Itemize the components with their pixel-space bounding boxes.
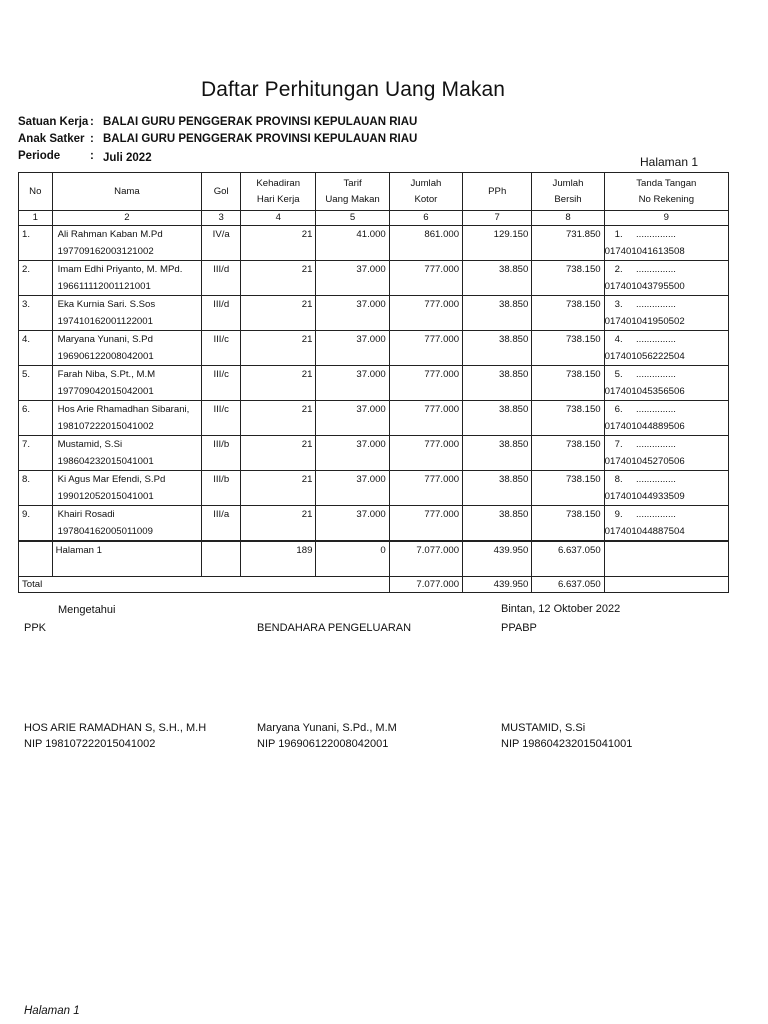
jumlah-bersih: 738.150 bbox=[532, 471, 604, 506]
pph: 38.850 bbox=[463, 506, 532, 542]
employee-name: Hos Arie Rhamadhan Sibarani, bbox=[57, 404, 190, 415]
employee-name: Khairi Rosadi bbox=[57, 509, 115, 520]
signature-line: 8. ............... bbox=[614, 474, 676, 485]
tarif: 37.000 bbox=[316, 436, 389, 471]
signature-line: 2. ............... bbox=[614, 264, 676, 275]
signature-cell bbox=[604, 331, 728, 366]
subtotal-bersih: 6.637.050 bbox=[532, 541, 604, 577]
pph: 38.850 bbox=[463, 471, 532, 506]
meal-allowance-table bbox=[18, 172, 729, 593]
ppabp-title: PPABP bbox=[501, 622, 537, 634]
header-jumlah-bersih: Jumlah Bersih bbox=[532, 173, 604, 211]
account-number: 017401041950502 bbox=[604, 316, 685, 327]
pph: 38.850 bbox=[463, 436, 532, 471]
tarif: 37.000 bbox=[316, 331, 389, 366]
mengetahui-label: Mengetahui bbox=[58, 604, 116, 616]
bendahara-nip: NIP 196906122008042001 bbox=[257, 738, 389, 750]
column-index: 6 bbox=[389, 211, 462, 226]
signature-cell bbox=[604, 366, 728, 401]
tarif: 37.000 bbox=[316, 366, 389, 401]
jumlah-kotor: 777.000 bbox=[389, 471, 462, 506]
header-gol: Gol bbox=[202, 173, 241, 211]
employee-nip: 196611112001121001 bbox=[57, 281, 151, 292]
signature-line: 6. ............... bbox=[614, 404, 676, 415]
subtotal-tarif: 0 bbox=[316, 541, 389, 577]
table-row bbox=[19, 296, 729, 331]
pph: 129.150 bbox=[463, 226, 532, 261]
pph: 38.850 bbox=[463, 401, 532, 436]
jumlah-bersih: 738.150 bbox=[532, 401, 604, 436]
employee-cell bbox=[52, 366, 202, 401]
table-header-row bbox=[19, 173, 729, 211]
column-index: 4 bbox=[241, 211, 316, 226]
hari-kerja: 21 bbox=[241, 436, 316, 471]
pph: 38.850 bbox=[463, 261, 532, 296]
table-row bbox=[19, 261, 729, 296]
employee-nip: 197804162005011009 bbox=[57, 526, 153, 537]
employee-name: Ki Agus Mar Efendi, S.Pd bbox=[57, 474, 166, 485]
employee-gol: III/d bbox=[202, 261, 241, 296]
anak-satker-label: Anak Satker bbox=[18, 133, 85, 145]
hari-kerja: 21 bbox=[241, 226, 316, 261]
employee-gol: III/c bbox=[202, 401, 241, 436]
account-number: 017401045356506 bbox=[604, 386, 685, 397]
colon: : bbox=[90, 150, 94, 162]
employee-nip: 196906122008042001 bbox=[57, 351, 154, 362]
column-index: 1 bbox=[19, 211, 53, 226]
employee-gol: IV/a bbox=[202, 226, 241, 261]
total-pph: 439.950 bbox=[463, 577, 532, 593]
header-nama: Nama bbox=[52, 173, 202, 211]
employee-cell bbox=[52, 261, 202, 296]
page-number-top: Halaman 1 bbox=[640, 155, 699, 169]
table-row bbox=[19, 506, 729, 542]
bendahara-name: Maryana Yunani, S.Pd., M.M bbox=[257, 722, 397, 734]
table-row bbox=[19, 366, 729, 401]
hari-kerja: 21 bbox=[241, 296, 316, 331]
signature-line: 1. ............... bbox=[614, 229, 676, 240]
page-number-footer: Halaman 1 bbox=[24, 1005, 80, 1017]
jumlah-kotor: 777.000 bbox=[389, 436, 462, 471]
employee-nip: 198604232015041001 bbox=[57, 456, 154, 467]
employee-gol: III/b bbox=[202, 436, 241, 471]
bendahara-title: BENDAHARA PENGELUARAN bbox=[257, 622, 412, 634]
employee-gol: III/d bbox=[202, 296, 241, 331]
row-no: 3. bbox=[19, 296, 53, 331]
row-no: 8. bbox=[19, 471, 53, 506]
subtotal-row bbox=[19, 541, 729, 577]
satuan-kerja-label: Satuan Kerja bbox=[18, 116, 89, 128]
pph: 38.850 bbox=[463, 331, 532, 366]
employee-nip: 197709162003121002 bbox=[57, 246, 154, 257]
employee-name: Mustamid, S.Si bbox=[57, 439, 123, 450]
tarif: 37.000 bbox=[316, 296, 389, 331]
signature-cell bbox=[604, 401, 728, 436]
employee-cell bbox=[52, 401, 202, 436]
signature-line: 4. ............... bbox=[614, 334, 676, 345]
signature-cell bbox=[604, 471, 728, 506]
employee-nip: 199012052015041001 bbox=[57, 491, 154, 502]
column-index-row bbox=[19, 211, 729, 226]
hari-kerja: 21 bbox=[241, 506, 316, 542]
ppk-nip: NIP 198107222015041002 bbox=[24, 738, 156, 750]
employee-cell bbox=[52, 296, 202, 331]
column-index: 7 bbox=[463, 211, 532, 226]
employee-nip: 198107222015041002 bbox=[57, 421, 154, 432]
column-index: 9 bbox=[604, 211, 728, 226]
tarif: 41.000 bbox=[316, 226, 389, 261]
column-index: 8 bbox=[532, 211, 604, 226]
subtotal-hari: 189 bbox=[241, 541, 316, 577]
column-index: 3 bbox=[202, 211, 241, 226]
employee-gol: III/c bbox=[202, 331, 241, 366]
employee-nip: 197709042015042001 bbox=[57, 386, 154, 397]
jumlah-bersih: 738.150 bbox=[532, 261, 604, 296]
header-pph: PPh bbox=[463, 173, 532, 211]
colon: : bbox=[90, 133, 94, 145]
signature-cell bbox=[604, 436, 728, 471]
colon: : bbox=[90, 116, 94, 128]
signature-line: 7. ............... bbox=[614, 439, 676, 450]
jumlah-bersih: 738.150 bbox=[532, 296, 604, 331]
jumlah-bersih: 738.150 bbox=[532, 366, 604, 401]
header-no: No bbox=[19, 173, 53, 211]
employee-cell bbox=[52, 506, 202, 542]
row-no: 7. bbox=[19, 436, 53, 471]
row-no: 6. bbox=[19, 401, 53, 436]
hari-kerja: 21 bbox=[241, 261, 316, 296]
jumlah-bersih: 738.150 bbox=[532, 436, 604, 471]
signature-cell bbox=[604, 296, 728, 331]
employee-name: Farah Niba, S.Pt., M.M bbox=[57, 369, 156, 380]
account-number: 017401044889506 bbox=[604, 421, 685, 432]
employee-name: Maryana Yunani, S.Pd bbox=[57, 334, 153, 345]
employee-cell bbox=[52, 436, 202, 471]
account-number: 017401043795500 bbox=[604, 281, 685, 292]
tarif: 37.000 bbox=[316, 471, 389, 506]
total-bersih: 6.637.050 bbox=[532, 577, 604, 593]
document-title: Daftar Perhitungan Uang Makan bbox=[200, 78, 506, 101]
ppk-name: HOS ARIE RAMADHAN S, S.H., M.H bbox=[24, 722, 207, 734]
signature-cell bbox=[604, 226, 728, 261]
employee-cell bbox=[52, 331, 202, 366]
jumlah-kotor: 777.000 bbox=[389, 296, 462, 331]
ppabp-name: MUSTAMID, S.Si bbox=[501, 722, 586, 734]
jumlah-kotor: 777.000 bbox=[389, 401, 462, 436]
jumlah-kotor: 861.000 bbox=[389, 226, 462, 261]
account-number: 017401041613508 bbox=[604, 246, 685, 257]
row-no: 2. bbox=[19, 261, 53, 296]
account-number: 017401044887504 bbox=[604, 526, 685, 537]
pph: 38.850 bbox=[463, 296, 532, 331]
table-row bbox=[19, 331, 729, 366]
employee-name: Eka Kurnia Sari. S.Sos bbox=[57, 299, 156, 310]
column-index: 5 bbox=[316, 211, 389, 226]
tarif: 37.000 bbox=[316, 506, 389, 542]
jumlah-bersih: 738.150 bbox=[532, 331, 604, 366]
employee-nip: 197410162001122001 bbox=[57, 316, 153, 327]
employee-name: Ali Rahman Kaban M.Pd bbox=[57, 229, 163, 240]
satuan-kerja-value: BALAI GURU PENGGERAK PROVINSI KEPULAUAN RIAU bbox=[103, 116, 418, 128]
row-no: 9. bbox=[19, 506, 53, 542]
total-label: Total bbox=[19, 577, 390, 593]
employee-cell bbox=[52, 226, 202, 261]
table-row bbox=[19, 471, 729, 506]
subtotal-pph: 439.950 bbox=[463, 541, 532, 577]
total-kotor: 7.077.000 bbox=[389, 577, 462, 593]
header-jumlah-kotor: Jumlah Kotor bbox=[389, 173, 462, 211]
row-no: 1. bbox=[19, 226, 53, 261]
jumlah-kotor: 777.000 bbox=[389, 366, 462, 401]
jumlah-bersih: 738.150 bbox=[532, 506, 604, 542]
signature-cell bbox=[604, 261, 728, 296]
row-no: 5. bbox=[19, 366, 53, 401]
header-tarif: Tarif Uang Makan bbox=[316, 173, 389, 211]
tarif: 37.000 bbox=[316, 261, 389, 296]
header-kehadiran: Kehadiran Hari Kerja bbox=[241, 173, 316, 211]
periode-value: Juli 2022 bbox=[103, 152, 152, 164]
hari-kerja: 21 bbox=[241, 401, 316, 436]
table-row bbox=[19, 436, 729, 471]
tarif: 37.000 bbox=[316, 401, 389, 436]
header-tanda-tangan: Tanda Tangan No Rekening bbox=[604, 173, 728, 211]
table-row bbox=[19, 401, 729, 436]
ppk-title: PPK bbox=[24, 622, 47, 634]
anak-satker-value: BALAI GURU PENGGERAK PROVINSI KEPULAUAN RIAU bbox=[103, 133, 418, 145]
periode-label: Periode bbox=[18, 150, 61, 162]
employee-gol: III/a bbox=[202, 506, 241, 542]
account-number: 017401045270506 bbox=[604, 456, 685, 467]
jumlah-bersih: 731.850 bbox=[532, 226, 604, 261]
account-number: 017401044933509 bbox=[604, 491, 685, 502]
employee-gol: III/b bbox=[202, 471, 241, 506]
signature-line: 5. ............... bbox=[614, 369, 676, 380]
hari-kerja: 21 bbox=[241, 471, 316, 506]
signature-cell bbox=[604, 506, 728, 542]
place-date: Bintan, 12 Oktober 2022 bbox=[501, 603, 621, 615]
subtotal-kotor: 7.077.000 bbox=[389, 541, 462, 577]
employee-name: Imam Edhi Priyanto, M. MPd. bbox=[57, 264, 183, 275]
pph: 38.850 bbox=[463, 366, 532, 401]
jumlah-kotor: 777.000 bbox=[389, 261, 462, 296]
ppabp-nip: NIP 198604232015041001 bbox=[501, 738, 633, 750]
table-row bbox=[19, 226, 729, 261]
signature-line: 3. ............... bbox=[614, 299, 676, 310]
employee-cell bbox=[52, 471, 202, 506]
total-row bbox=[19, 577, 729, 593]
employee-gol: III/c bbox=[202, 366, 241, 401]
jumlah-kotor: 777.000 bbox=[389, 331, 462, 366]
account-number: 017401056222504 bbox=[604, 351, 685, 362]
hari-kerja: 21 bbox=[241, 331, 316, 366]
signature-line: 9. ............... bbox=[614, 509, 676, 520]
jumlah-kotor: 777.000 bbox=[389, 506, 462, 542]
subtotal-label: Halaman 1 bbox=[52, 541, 202, 577]
hari-kerja: 21 bbox=[241, 366, 316, 401]
row-no: 4. bbox=[19, 331, 53, 366]
column-index: 2 bbox=[52, 211, 202, 226]
